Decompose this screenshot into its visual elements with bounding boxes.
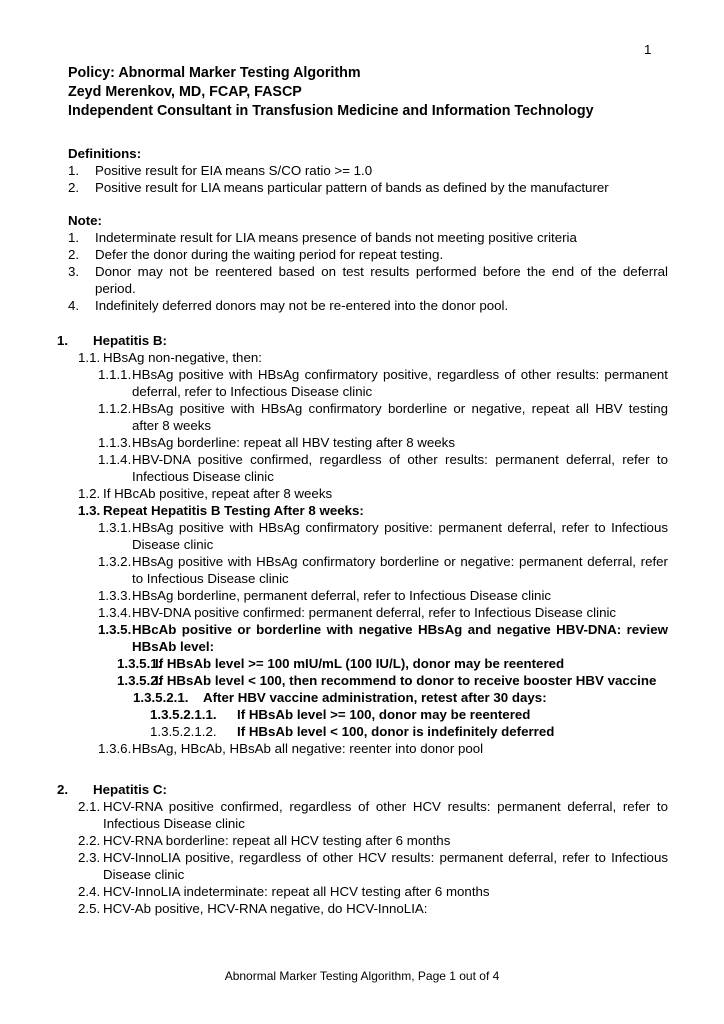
note-section	[68, 212, 668, 314]
list-item	[68, 900, 668, 917]
list-item	[68, 451, 668, 485]
item-number: 1.3.5.2.1.1.	[150, 707, 217, 722]
item-text: Donor may not be reentered based on test results performed before the end of the deferral period.	[95, 264, 668, 296]
item-text: HCV-InnoLIA indeterminate: repeat all HCV testing after 6 months	[103, 884, 490, 899]
note-item	[68, 246, 668, 263]
item-number: 1.1.3.	[98, 435, 132, 450]
section-header-hepatitis-c	[57, 781, 668, 798]
item-number: 4.	[68, 298, 80, 313]
list-item	[68, 485, 668, 502]
list-item	[68, 832, 668, 849]
item-text: HCV-RNA borderline: repeat all HCV testing after 6 months	[103, 833, 451, 848]
page-footer: Abnormal Marker Testing Algorithm, Page 1 out of 4	[224, 969, 500, 983]
list-item	[68, 883, 668, 900]
item-number: 1.	[68, 163, 80, 178]
list-item	[68, 604, 668, 621]
item-number: 1.3.5.2.	[117, 673, 162, 688]
item-number: 1.	[68, 230, 80, 245]
section-number: 2.	[57, 782, 69, 797]
list-item	[68, 706, 668, 723]
hepatitis-c-section	[57, 781, 668, 917]
note-item	[68, 297, 668, 314]
list-item	[68, 689, 668, 706]
list-item	[68, 366, 668, 400]
item-number: 1.3.6.	[98, 741, 132, 756]
item-text: HCV-Ab positive, HCV-RNA negative, do HCV-InnoLIA:	[103, 901, 428, 916]
item-number: 1.3.2.	[98, 554, 132, 569]
item-number: 1.3.5.1.	[117, 656, 162, 671]
item-number: 1.1.	[78, 350, 101, 365]
list-item	[68, 621, 668, 655]
list-item	[68, 672, 668, 689]
list-item	[68, 587, 668, 604]
hepatitis-b-section	[57, 332, 668, 757]
item-text: Repeat Hepatitis B Testing After 8 weeks:	[103, 503, 364, 518]
item-number: 2.	[68, 247, 80, 262]
definitions-section	[68, 145, 668, 196]
item-number: 1.3.	[78, 503, 101, 518]
item-text: HCV-InnoLIA positive, regardless of other HCV results: permanent deferral, refer to Infectious Disease clinic	[103, 850, 668, 882]
list-item	[68, 849, 668, 883]
item-number: 1.1.4.	[98, 452, 132, 467]
item-number: 1.1.1.	[98, 367, 132, 382]
item-text: HBsAg positive with HBsAg confirmatory borderline or negative: permanent deferral, refer to Infectious Disease clinic	[132, 554, 668, 586]
item-text: HBsAg positive with HBsAg confirmatory borderline or negative, repeat all HBV testing after 8 weeks	[132, 401, 668, 433]
item-number: 2.3.	[78, 850, 101, 865]
definition-item	[68, 179, 668, 196]
document-content	[57, 64, 668, 917]
item-text: HBsAg positive with HBsAg confirmatory positive, regardless of other results: permanent deferral, refer to Infectious Disease clinic	[132, 367, 668, 399]
item-text: If HBcAb positive, repeat after 8 weeks	[103, 486, 333, 501]
list-item	[68, 798, 668, 832]
item-text: Positive result for EIA means S/CO ratio >= 1.0	[95, 163, 373, 178]
list-item	[68, 553, 668, 587]
item-text: HCV-RNA positive confirmed, regardless of other HCV results: permanent deferral, refer to Infectious Disease clinic	[103, 799, 668, 831]
item-number: 3.	[68, 264, 80, 279]
list-item	[68, 502, 668, 519]
item-text: If HBsAb level < 100, donor is indefinitely deferred	[237, 724, 555, 739]
item-text: HBsAg non-negative, then:	[103, 350, 262, 365]
item-text: HBsAg borderline: repeat all HBV testing after 8 weeks	[132, 435, 455, 450]
title-block	[68, 64, 668, 121]
item-text: If HBsAb level >= 100 mIU/mL (100 IU/L), donor may be reentered	[155, 656, 565, 671]
note-item	[68, 263, 668, 297]
item-text: Indefinitely deferred donors may not be re-entered into the donor pool.	[95, 298, 509, 313]
page-number: 1	[644, 42, 652, 57]
section-title: Hepatitis C:	[93, 782, 167, 797]
item-number: 2.2.	[78, 833, 101, 848]
item-number: 1.3.3.	[98, 588, 132, 603]
item-text: HBsAg positive with HBsAg confirmatory positive: permanent deferral, refer to Infectious Disease clinic	[132, 520, 668, 552]
item-number: 2.4.	[78, 884, 101, 899]
item-number: 1.3.5.2.1.	[133, 690, 189, 705]
item-number: 2.5.	[78, 901, 101, 916]
note-item	[68, 229, 668, 246]
item-number: 1.3.5.	[98, 622, 132, 637]
item-number: 1.2.	[78, 486, 101, 501]
affiliation-line: Independent Consultant in Transfusion Medicine and Information Technology	[68, 103, 594, 119]
item-text: If HBsAb level < 100, then recommend to donor to receive booster HBV vaccine	[155, 673, 657, 688]
policy-title: Policy: Abnormal Marker Testing Algorithm	[68, 65, 361, 81]
item-number: 1.3.4.	[98, 605, 132, 620]
list-item	[68, 434, 668, 451]
section-title: Hepatitis B:	[93, 333, 167, 348]
item-text: HBsAg borderline, permanent deferral, refer to Infectious Disease clinic	[132, 588, 552, 603]
item-text: Defer the donor during the waiting period for repeat testing.	[95, 247, 444, 262]
item-text: After HBV vaccine administration, retest after 30 days:	[203, 690, 547, 705]
item-text: Positive result for LIA means particular pattern of bands as defined by the manufacturer	[95, 180, 609, 195]
item-text: HBV-DNA positive confirmed, regardless of other results: permanent deferral, refer to Infectious Disease clinic	[132, 452, 668, 484]
section-header-hepatitis-b	[57, 332, 668, 349]
note-heading: Note:	[68, 213, 102, 228]
author-line: Zeyd Merenkov, MD, FCAP, FASCP	[68, 84, 302, 100]
item-text: HBV-DNA positive confirmed: permanent deferral, refer to Infectious Disease clinic	[132, 605, 617, 620]
item-number: 1.3.5.2.1.2.	[150, 724, 217, 739]
definition-item	[68, 162, 668, 179]
item-number: 2.	[68, 180, 80, 195]
item-number: 1.1.2.	[98, 401, 132, 416]
item-text: If HBsAb level >= 100, donor may be reentered	[237, 707, 531, 722]
list-item	[68, 740, 668, 757]
section-number: 1.	[57, 333, 69, 348]
list-item	[68, 519, 668, 553]
definitions-heading: Definitions:	[68, 146, 142, 161]
item-text: HBsAg, HBcAb, HBsAb all negative: reenter into donor pool	[132, 741, 484, 756]
item-number: 2.1.	[78, 799, 101, 814]
item-text: Indeterminate result for LIA means presence of bands not meeting positive criteria	[95, 230, 577, 245]
list-item	[68, 349, 668, 366]
item-number: 1.3.1.	[98, 520, 132, 535]
list-item	[68, 400, 668, 434]
item-text: HBcAb positive or borderline with negative HBsAg and negative HBV-DNA: review HBsAb level:	[132, 622, 668, 654]
list-item	[68, 723, 668, 740]
list-item	[68, 655, 668, 672]
